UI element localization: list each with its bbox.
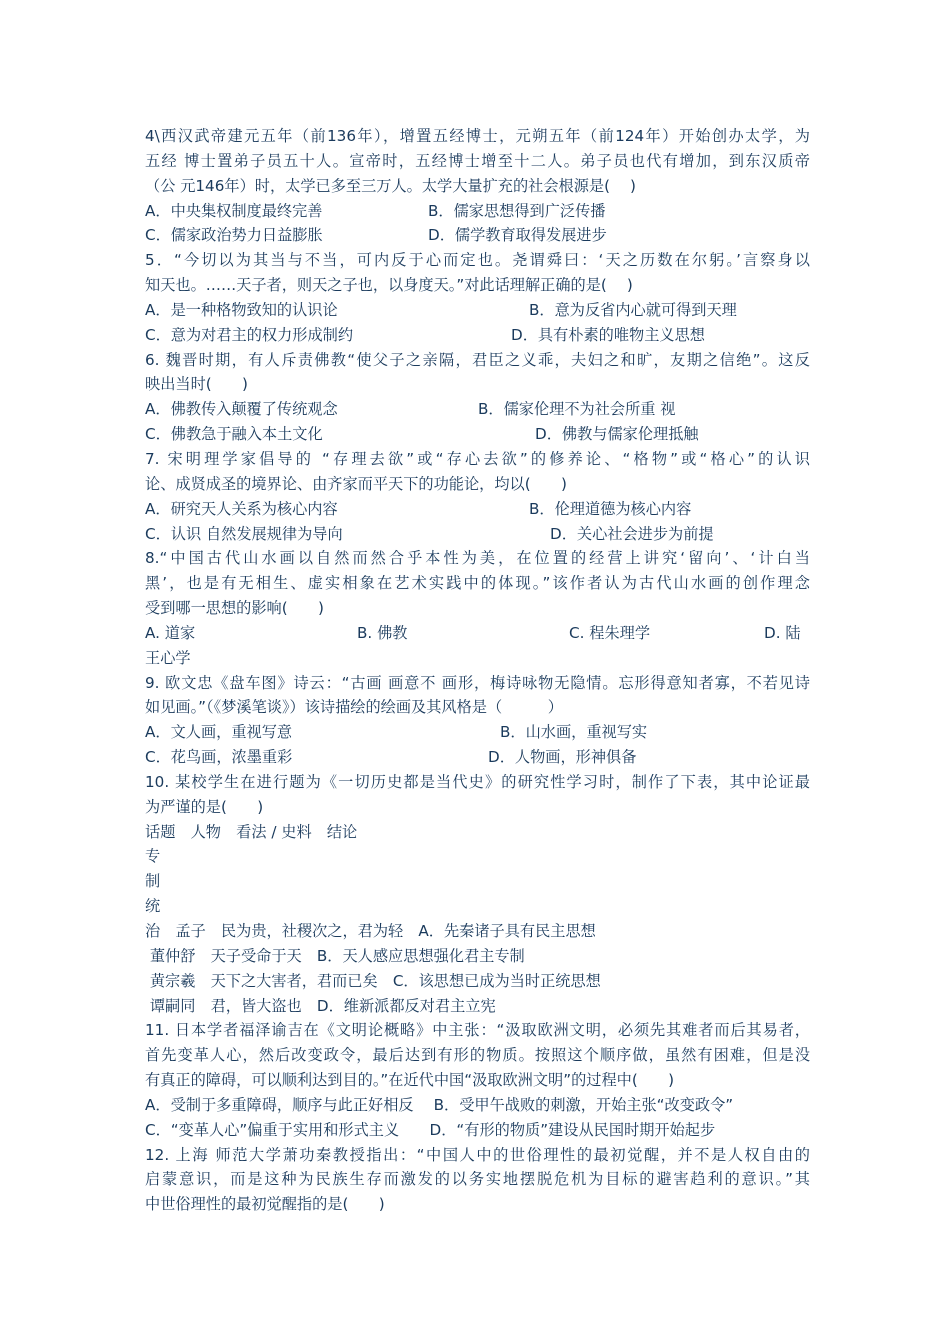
document-page [145, 124, 810, 1217]
q12-stem-line: 中世俗理性的最初觉醒指的是( ) [145, 1195, 385, 1214]
q8-option-b: B. 佛教 [357, 623, 408, 642]
q4-option-b: B．儒家思想得到广泛传播 [428, 201, 606, 220]
q10-table-header: 话题 人物 看法 / 史料 结论 [145, 822, 358, 841]
q7-stem-line: 论、成贤成圣的境界论、由齐家而平天下的功能论，均以( ) [145, 474, 567, 493]
q6-stem-line: 6. 魏晋时期，有人斥责佛教“使父子之亲隔，君臣之义乖，夫妇之和旷，友期之信绝”。这反 [145, 350, 810, 369]
q9-options-row [145, 720, 810, 745]
q10-table-row: 黄宗羲 天下之大害者，君而已矣 C．该思想已成为当时正统思想 [145, 971, 601, 990]
q5-option-b: B．意为反省内心就可得到天理 [529, 300, 737, 319]
q9-option-a: A．文人画，重视写意 [145, 723, 293, 742]
q10-table-row: 治 孟子 民为贵，社稷次之，君为轻 A．先秦诸子具有民主思想 [145, 922, 596, 940]
q8-stem-line: 黑’，也是有无相生、虚实相象在艺术实践中的体现。”该作者认为古代山水画的创作理念 [145, 574, 810, 593]
q7-options-row [145, 497, 810, 522]
q4-stem-line: （公 元146年）时，太学已多至三万人。太学大量扩充的社会根源是( ) [145, 176, 636, 195]
q8-option-d: D. 陆 [764, 623, 801, 642]
q9-options-row [145, 745, 810, 770]
q12-stem-line: 12. 上海 师范大学萧功秦教授指出：“中国人中的世俗理性的最初觉醒，并不是人权自由的 [145, 1145, 810, 1164]
q8-option-a: A. 道家 [145, 623, 196, 642]
q6-option-d: D．佛教与儒家伦理抵触 [535, 425, 699, 444]
q11-options-row: C．“变革人心”偏重于实用和形式主义 D．“有形的物质”建设从民国时期开始起步 [145, 1120, 716, 1139]
q5-options-row [145, 298, 810, 323]
q4-options-row [145, 223, 810, 248]
q10-table-topic-char: 专 [145, 847, 161, 866]
q11-stem-line: 首先变革人心，然后改变政令，最后达到有形的物质。按照这个顺序做，虽然有困难，但是没 [145, 1046, 810, 1065]
q10-table-row: 谭嗣同 君，皆大盗也 D．维新派都反对君主立宪 [145, 996, 496, 1015]
q10-table-topic-char: 制 [145, 872, 161, 891]
q7-options-row [145, 522, 810, 547]
q6-options-row [145, 422, 810, 447]
q9-option-d: D．人物画，形神俱备 [488, 748, 637, 767]
q7-option-b: B．伦理道德为核心内容 [529, 499, 692, 518]
q5-option-d: D．具有朴素的唯物主义思想 [511, 325, 705, 344]
q8-stem-line: 8.“中国古代山水画以自然而然合乎本性为美，在位置的经营上讲究‘留向’、‘计白当 [145, 549, 810, 568]
q5-options-row [145, 323, 810, 348]
q5-option-a: A．是一种格物致知的认识论 [145, 300, 338, 319]
q6-option-c: C．佛教急于融入本土文化 [145, 425, 323, 444]
q6-options-row [145, 397, 810, 422]
q10-table-topic-char: 统 [145, 897, 161, 916]
q7-option-a: A．研究天人关系为核心内容 [145, 499, 338, 518]
q6-option-a: A．佛教传入颠覆了传统观念 [145, 400, 338, 419]
q5-stem-line: 知天也。……天子者，则天之子也，以身度天。”对此话理解正确的是( ) [145, 276, 633, 295]
q7-option-c: C．认识 自然发展规律为导向 [145, 524, 343, 543]
q10-stem-line: 为严谨的是( ) [145, 797, 264, 816]
q5-stem-line: 5．“今切以为其当与不当，可内反于心而定也。尧谓舜曰：‘天之历数在尔躬。’言察身以 [145, 251, 810, 270]
q8-option-d-continued: 王心学 [145, 648, 191, 667]
q4-option-c: C．儒家政治势力日益膨胀 [145, 226, 323, 245]
q5-option-c: C．意为对君主的权力形成制约 [145, 325, 354, 344]
q7-option-d: D．关心社会进步为前提 [550, 524, 714, 543]
q9-stem-line: 9. 欧文忠《盘车图》诗云：“古画 画意不 画形，梅诗咏物无隐情。忘形得意知者寡，不若见诗 [145, 673, 810, 692]
q9-option-c: C．花鸟画，浓墨重彩 [145, 748, 293, 767]
q7-stem-line: 7. 宋明理学家倡导的 “存理去欲”或“存心去欲”的修养论、“格物”或“格心”的认识 [145, 449, 810, 468]
q10-stem-line: 10. 某校学生在进行题为《一切历史都是当代史》的研究性学习时，制作了下表，其中论证最 [145, 772, 810, 791]
q6-option-b: B．儒家伦理不为社会所重 视 [478, 400, 676, 419]
q11-stem-line: 11. 日本学者福泽谕吉在《文明论概略》中主张：“汲取欧洲文明，必须先其难者而后其易者， [145, 1021, 810, 1040]
q9-stem-line: 如见画。”（《梦溪笔谈》）该诗描绘的绘画及其风格是（ ） [145, 698, 563, 717]
q12-stem-line: 启蒙意识，而是这种为民族生存而激发的以务实地摆脱危机为目标的避害趋利的意识。”其 [145, 1170, 810, 1189]
q8-stem-line: 受到哪一思想的影响( ) [145, 599, 324, 618]
q4-stem-line: 五经 博士置弟子员五十人。宣帝时，五经博士增至十二人。弟子员也代有增加，到东汉质帝 [145, 151, 810, 170]
q4-option-a: A．中央集权制度最终完善 [145, 201, 323, 220]
q4-option-d: D．儒学教育取得发展进步 [428, 226, 607, 245]
q6-stem-line: 映出当时( ) [145, 375, 248, 394]
q11-stem-line: 有真正的障碍，可以顺利达到目的。”在近代中国“汲取欧洲文明”的过程中( ) [145, 1071, 675, 1090]
q8-options-row [145, 621, 810, 646]
q10-table-row: 董仲舒 天子受命于天 B．天人感应思想强化君主专制 [145, 946, 525, 965]
q4-stem-line: 4\西汉武帝建元五年（前136年），增置五经博士，元朔五年（前124年）开始创办太学，为 [145, 127, 810, 145]
q9-option-b: B．山水画，重视写实 [500, 723, 648, 742]
q11-options-row: A．受制于多重障碍，顺序与此正好相反 B．受甲午战败的刺激，开始主张“改变政令” [145, 1095, 734, 1114]
q8-option-c: C. 程朱理学 [569, 623, 651, 642]
q4-options-row [145, 199, 810, 224]
